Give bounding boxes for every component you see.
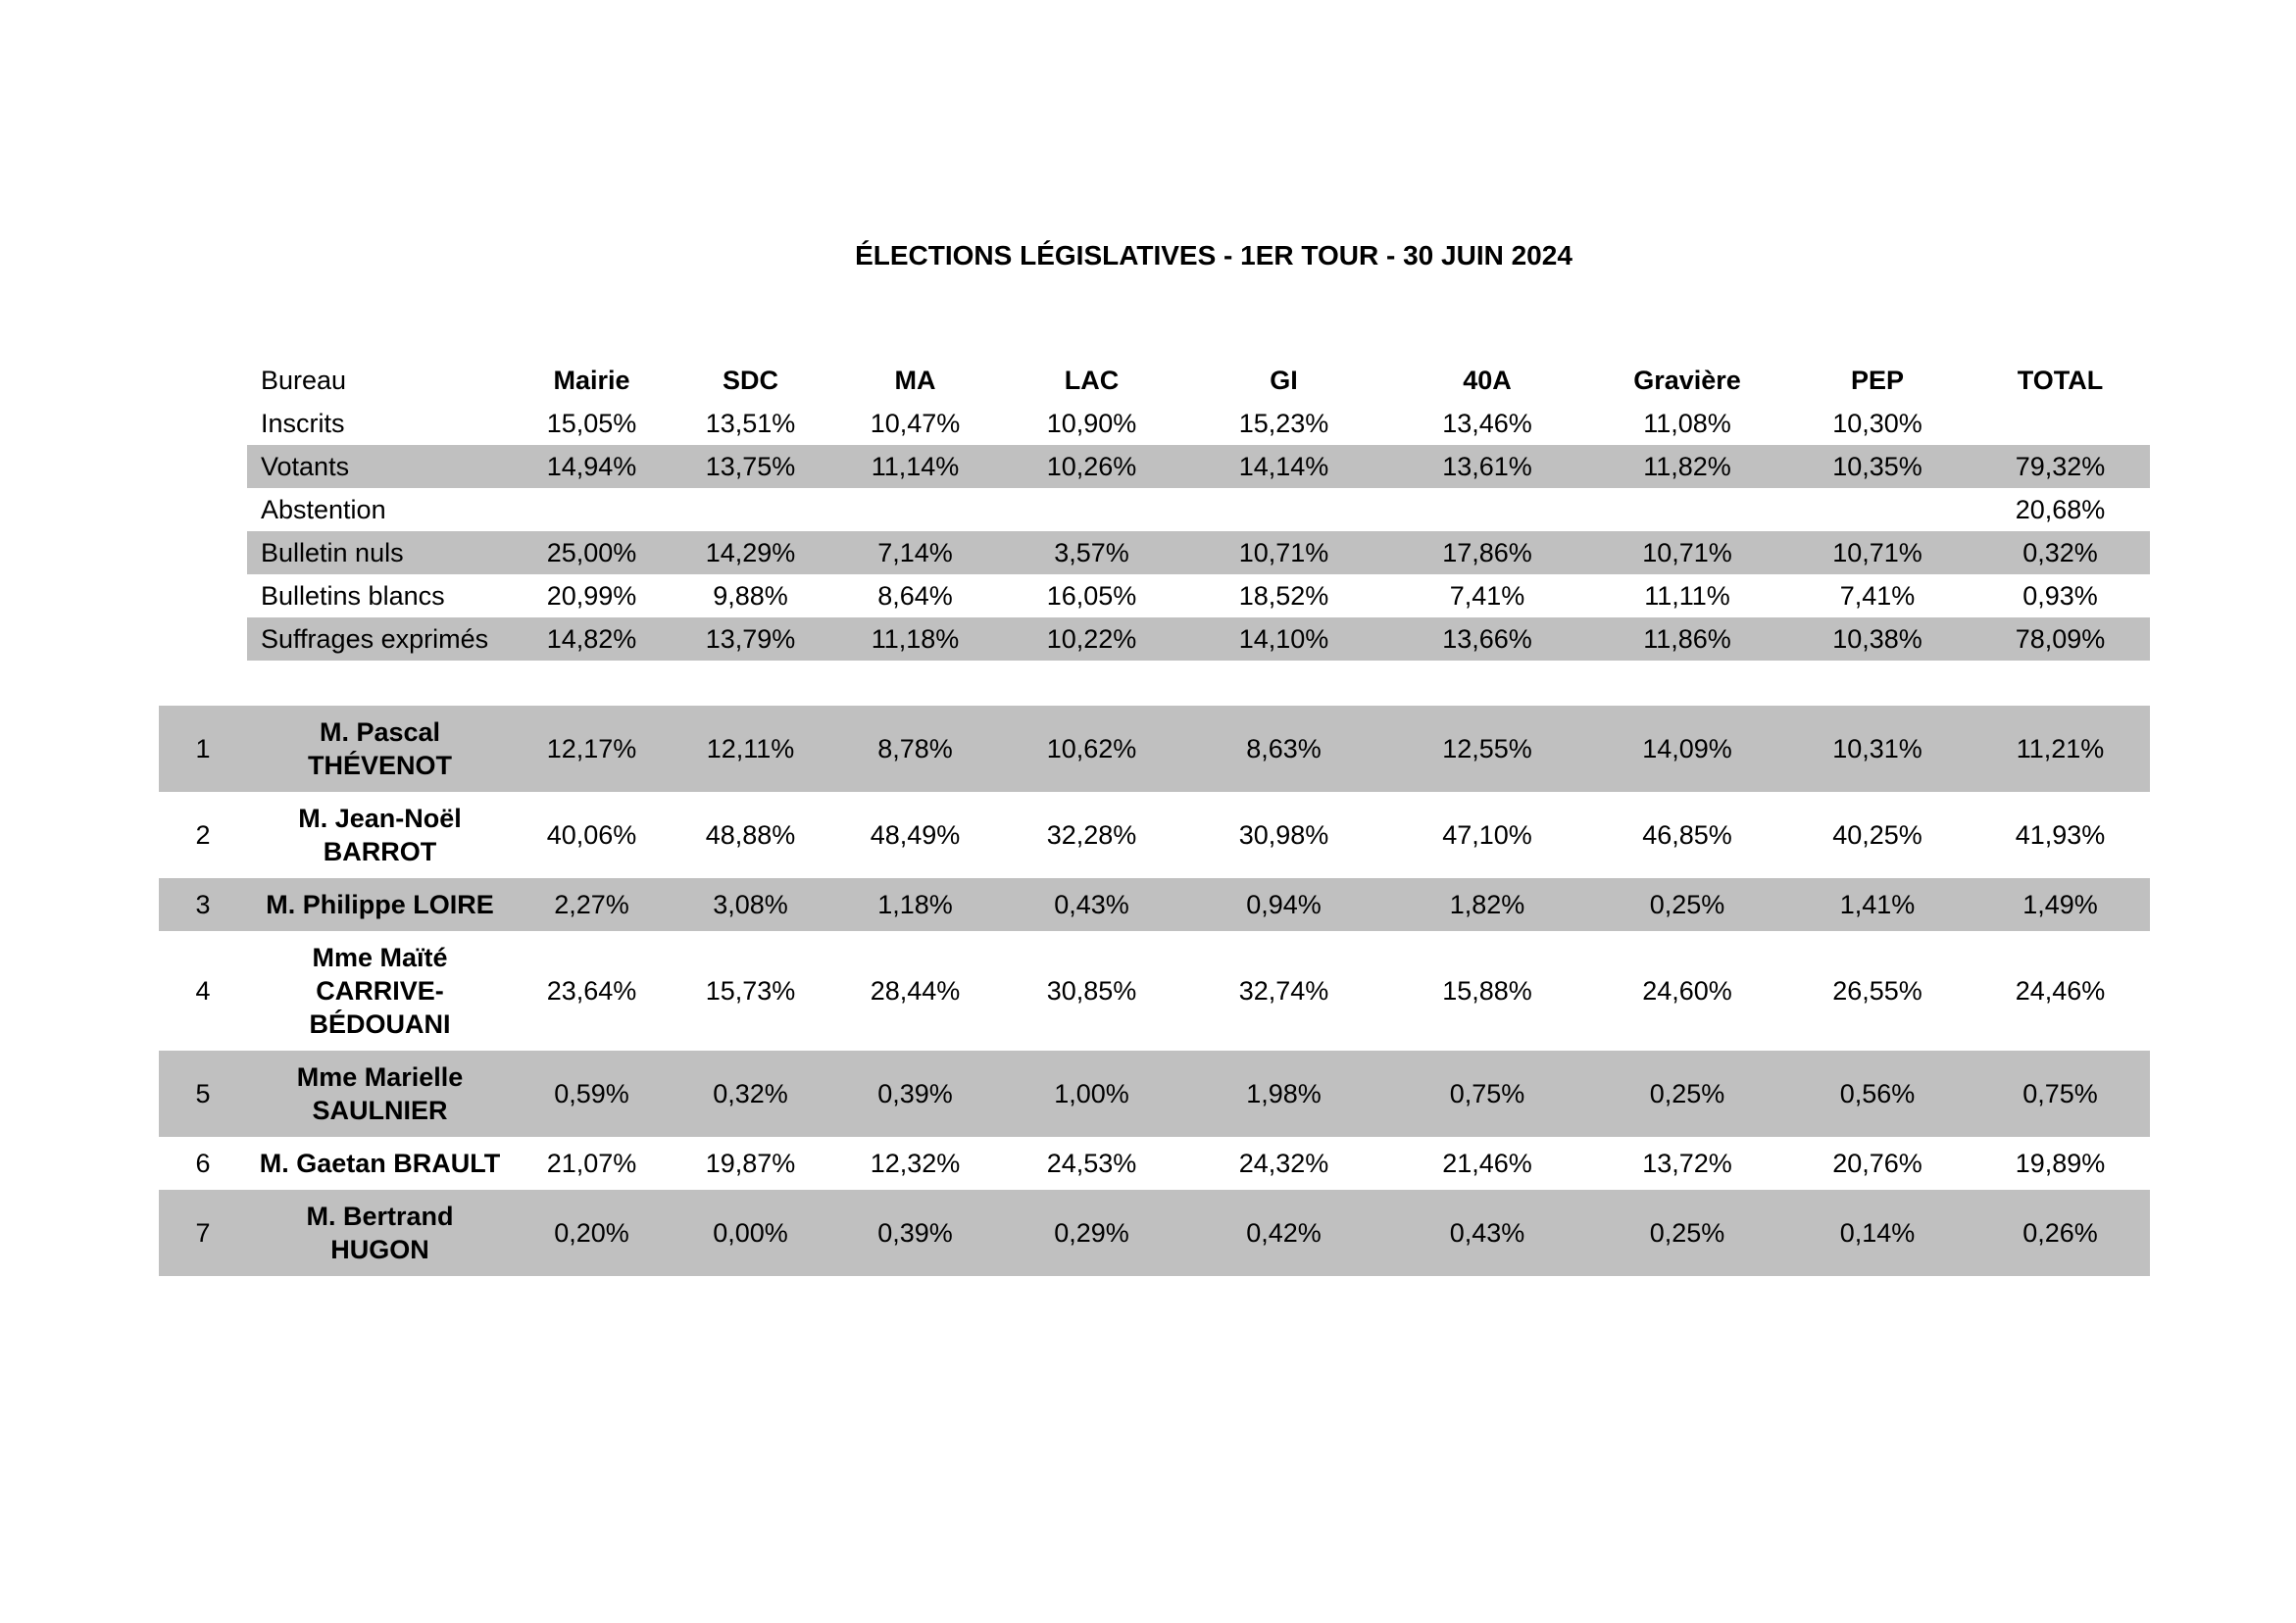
candidate-cell: 0,26% xyxy=(1971,1190,2150,1276)
summary-cell: 10,71% xyxy=(1784,531,1971,574)
summary-cell: 14,29% xyxy=(671,531,830,574)
summary-cell: 16,05% xyxy=(1046,580,1137,611)
candidate-cell: 0,25% xyxy=(1590,878,1784,931)
column-header: GI xyxy=(1270,365,1298,395)
candidate-cell: 24,46% xyxy=(2015,976,2106,1006)
candidate-cell: 41,93% xyxy=(2015,820,2106,850)
summary-cell xyxy=(1590,488,1784,531)
candidate-cell: 30,85% xyxy=(1046,976,1137,1006)
candidate-cell: 21,07% xyxy=(546,1149,637,1178)
candidate-cell: 32,74% xyxy=(1238,976,1329,1006)
summary-cell: 10,35% xyxy=(1784,445,1971,488)
candidate-name: M. Jean-Noël BARROT xyxy=(298,804,462,866)
column-header: PEP xyxy=(1850,365,1905,395)
summary-row-label: Votants xyxy=(247,445,513,488)
candidate-cell: 12,17% xyxy=(513,706,671,792)
column-header: LAC xyxy=(1064,365,1120,395)
summary-cell: 25,00% xyxy=(513,531,671,574)
candidate-cell: 0,43% xyxy=(1384,1190,1590,1276)
summary-row-label: Suffrages exprimés xyxy=(247,617,513,661)
candidate-cell: 11,21% xyxy=(1971,706,2150,792)
corner-cell xyxy=(159,359,247,402)
column-header-bureau: Bureau xyxy=(261,365,347,395)
candidate-cell: 24,60% xyxy=(1642,976,1732,1006)
summary-cell: 0,93% xyxy=(2022,580,2098,611)
candidate-cell: 19,87% xyxy=(705,1149,796,1178)
summary-cell: 13,79% xyxy=(671,617,830,661)
section-spacer-cell xyxy=(159,661,2150,706)
candidate-cell: 0,29% xyxy=(1000,1190,1183,1276)
summary-cell: 14,10% xyxy=(1183,617,1384,661)
candidate-cell: 40,25% xyxy=(1832,820,1922,850)
candidate-cell: 28,44% xyxy=(870,976,961,1006)
summary-row-label: Abstention xyxy=(261,494,386,524)
candidate-row xyxy=(159,931,2150,1051)
summary-cell xyxy=(671,488,830,531)
candidate-number: 4 xyxy=(195,976,211,1006)
candidate-cell: 12,32% xyxy=(870,1149,961,1178)
candidate-row xyxy=(159,878,2150,931)
candidate-cell: 1,49% xyxy=(1971,878,2150,931)
summary-cell: 10,26% xyxy=(1000,445,1183,488)
summary-row xyxy=(159,574,2150,617)
summary-cell: 14,82% xyxy=(513,617,671,661)
summary-cell: 15,05% xyxy=(546,408,637,438)
summary-cell xyxy=(1784,488,1971,531)
candidate-cell: 15,88% xyxy=(1442,976,1532,1006)
summary-row-label: Bulletin nuls xyxy=(247,531,513,574)
summary-cell: 10,90% xyxy=(1046,408,1137,438)
summary-cell: 17,86% xyxy=(1384,531,1590,574)
candidate-name: Mme Marielle SAULNIER xyxy=(247,1051,513,1137)
candidate-cell: 21,46% xyxy=(1442,1149,1532,1178)
candidate-number: 6 xyxy=(195,1149,211,1178)
candidate-number: 3 xyxy=(159,878,247,931)
candidate-cell: 0,56% xyxy=(1784,1051,1971,1137)
candidate-cell: 0,39% xyxy=(830,1051,1000,1137)
candidate-number: 7 xyxy=(159,1190,247,1276)
candidate-row xyxy=(159,706,2150,792)
summary-cell xyxy=(1971,402,2150,445)
candidate-cell: 32,28% xyxy=(1046,820,1137,850)
column-header: Mairie xyxy=(553,365,630,395)
candidate-cell: 0,75% xyxy=(1384,1051,1590,1137)
candidate-cell: 40,06% xyxy=(546,820,637,850)
summary-cell: 10,71% xyxy=(1183,531,1384,574)
summary-cell: 20,99% xyxy=(546,580,637,611)
summary-row xyxy=(159,617,2150,661)
candidate-name: M. Philippe LOIRE xyxy=(247,878,513,931)
candidate-cell: 30,98% xyxy=(1238,820,1329,850)
summary-cell: 10,30% xyxy=(1832,408,1922,438)
header-row xyxy=(159,359,2150,402)
candidate-cell: 24,53% xyxy=(1046,1149,1137,1178)
candidate-cell: 3,08% xyxy=(671,878,830,931)
column-header: SDC xyxy=(722,365,778,395)
candidate-cell: 15,73% xyxy=(705,976,796,1006)
summary-cell: 10,71% xyxy=(1590,531,1784,574)
candidate-cell: 47,10% xyxy=(1442,820,1532,850)
candidate-cell: 20,76% xyxy=(1832,1149,1922,1178)
summary-cell: 0,32% xyxy=(1971,531,2150,574)
summary-cell: 13,46% xyxy=(1442,408,1532,438)
candidate-cell: 0,32% xyxy=(671,1051,830,1137)
candidate-number: 2 xyxy=(195,820,211,850)
candidate-row xyxy=(159,1051,2150,1137)
candidate-cell: 12,11% xyxy=(671,706,830,792)
summary-row-label: Inscrits xyxy=(261,408,345,438)
summary-cell: 11,08% xyxy=(1643,408,1731,438)
candidate-cell: 26,55% xyxy=(1832,976,1922,1006)
candidate-cell: 46,85% xyxy=(1642,820,1732,850)
candidate-cell: 0,39% xyxy=(830,1190,1000,1276)
candidate-number: 1 xyxy=(159,706,247,792)
summary-cell: 13,61% xyxy=(1384,445,1590,488)
summary-cell: 13,66% xyxy=(1384,617,1590,661)
candidate-cell: 0,20% xyxy=(513,1190,671,1276)
summary-row xyxy=(159,488,2150,531)
results-table xyxy=(159,359,2150,1276)
page-title: ÉLECTIONS LÉGISLATIVES - 1ER TOUR - 30 JUIN 2024 xyxy=(855,240,1572,270)
candidate-cell: 0,75% xyxy=(1971,1051,2150,1137)
candidate-row xyxy=(159,1190,2150,1276)
column-header: Gravière xyxy=(1633,365,1741,395)
summary-row-number-spacer xyxy=(159,445,247,488)
candidate-cell: 1,98% xyxy=(1183,1051,1384,1137)
candidate-cell: 0,25% xyxy=(1590,1051,1784,1137)
summary-cell: 11,14% xyxy=(830,445,1000,488)
summary-cell: 3,57% xyxy=(1000,531,1183,574)
candidate-row xyxy=(159,792,2150,878)
summary-cell: 78,09% xyxy=(1971,617,2150,661)
summary-cell: 10,22% xyxy=(1000,617,1183,661)
column-header: TOTAL xyxy=(2017,365,2104,395)
candidate-cell: 0,25% xyxy=(1590,1190,1784,1276)
summary-cell: 14,14% xyxy=(1183,445,1384,488)
candidate-cell: 48,88% xyxy=(705,820,796,850)
candidate-name: M. Bertrand HUGON xyxy=(247,1190,513,1276)
summary-cell: 18,52% xyxy=(1238,580,1329,611)
candidate-cell: 19,89% xyxy=(2015,1149,2106,1178)
summary-cell: 7,41% xyxy=(1449,580,1525,611)
summary-row-number-spacer xyxy=(159,617,247,661)
candidate-cell: 48,49% xyxy=(870,820,961,850)
summary-cell: 13,75% xyxy=(671,445,830,488)
candidate-cell: 0,42% xyxy=(1183,1190,1384,1276)
candidate-cell: 8,78% xyxy=(830,706,1000,792)
results-table-body xyxy=(159,359,2150,1276)
summary-cell: 11,86% xyxy=(1590,617,1784,661)
summary-cell: 9,88% xyxy=(713,580,788,611)
candidate-cell: 0,00% xyxy=(671,1190,830,1276)
summary-cell xyxy=(1000,488,1183,531)
candidate-cell: 0,94% xyxy=(1183,878,1384,931)
candidate-cell: 13,72% xyxy=(1642,1149,1732,1178)
candidate-cell: 14,09% xyxy=(1590,706,1784,792)
summary-cell: 20,68% xyxy=(2015,494,2106,524)
candidate-cell: 1,18% xyxy=(830,878,1000,931)
summary-cell: 10,38% xyxy=(1784,617,1971,661)
candidate-cell: 2,27% xyxy=(513,878,671,931)
candidate-name: Mme Maïté CARRIVE-BÉDOUANI xyxy=(309,943,451,1039)
candidate-cell: 0,43% xyxy=(1000,878,1183,931)
summary-cell: 7,14% xyxy=(830,531,1000,574)
summary-cell: 10,47% xyxy=(870,408,961,438)
candidate-name: M. Pascal THÉVENOT xyxy=(247,706,513,792)
summary-row-number-spacer xyxy=(159,488,247,531)
summary-row xyxy=(159,445,2150,488)
summary-cell: 14,94% xyxy=(513,445,671,488)
summary-row-label: Bulletins blancs xyxy=(261,580,445,611)
column-header: 40A xyxy=(1463,365,1512,395)
summary-cell xyxy=(830,488,1000,531)
summary-cell: 15,23% xyxy=(1238,408,1329,438)
summary-cell xyxy=(1183,488,1384,531)
candidate-number: 5 xyxy=(159,1051,247,1137)
summary-cell: 11,82% xyxy=(1590,445,1784,488)
candidate-cell: 10,62% xyxy=(1000,706,1183,792)
candidate-cell: 24,32% xyxy=(1238,1149,1329,1178)
candidate-cell: 0,59% xyxy=(513,1051,671,1137)
candidate-cell: 1,82% xyxy=(1384,878,1590,931)
summary-row-number-spacer xyxy=(159,531,247,574)
summary-cell: 11,11% xyxy=(1644,580,1730,611)
summary-cell: 11,18% xyxy=(830,617,1000,661)
candidate-cell: 12,55% xyxy=(1384,706,1590,792)
candidate-cell: 1,00% xyxy=(1000,1051,1183,1137)
summary-cell: 13,51% xyxy=(705,408,796,438)
summary-cell xyxy=(1384,488,1590,531)
summary-row-number-spacer xyxy=(159,402,247,445)
section-spacer-row xyxy=(159,661,2150,706)
candidate-cell: 0,14% xyxy=(1784,1190,1971,1276)
candidate-cell: 8,63% xyxy=(1183,706,1384,792)
summary-cell: 8,64% xyxy=(877,580,953,611)
candidate-cell: 10,31% xyxy=(1784,706,1971,792)
summary-row xyxy=(159,402,2150,445)
summary-row-number-spacer xyxy=(159,574,247,617)
summary-cell: 79,32% xyxy=(1971,445,2150,488)
summary-cell xyxy=(513,488,671,531)
summary-cell: 7,41% xyxy=(1839,580,1916,611)
candidate-row xyxy=(159,1137,2150,1190)
summary-row xyxy=(159,531,2150,574)
candidate-cell: 1,41% xyxy=(1784,878,1971,931)
candidate-cell: 23,64% xyxy=(546,976,637,1006)
column-header: MA xyxy=(894,365,936,395)
candidate-name: M. Gaetan BRAULT xyxy=(259,1149,501,1178)
